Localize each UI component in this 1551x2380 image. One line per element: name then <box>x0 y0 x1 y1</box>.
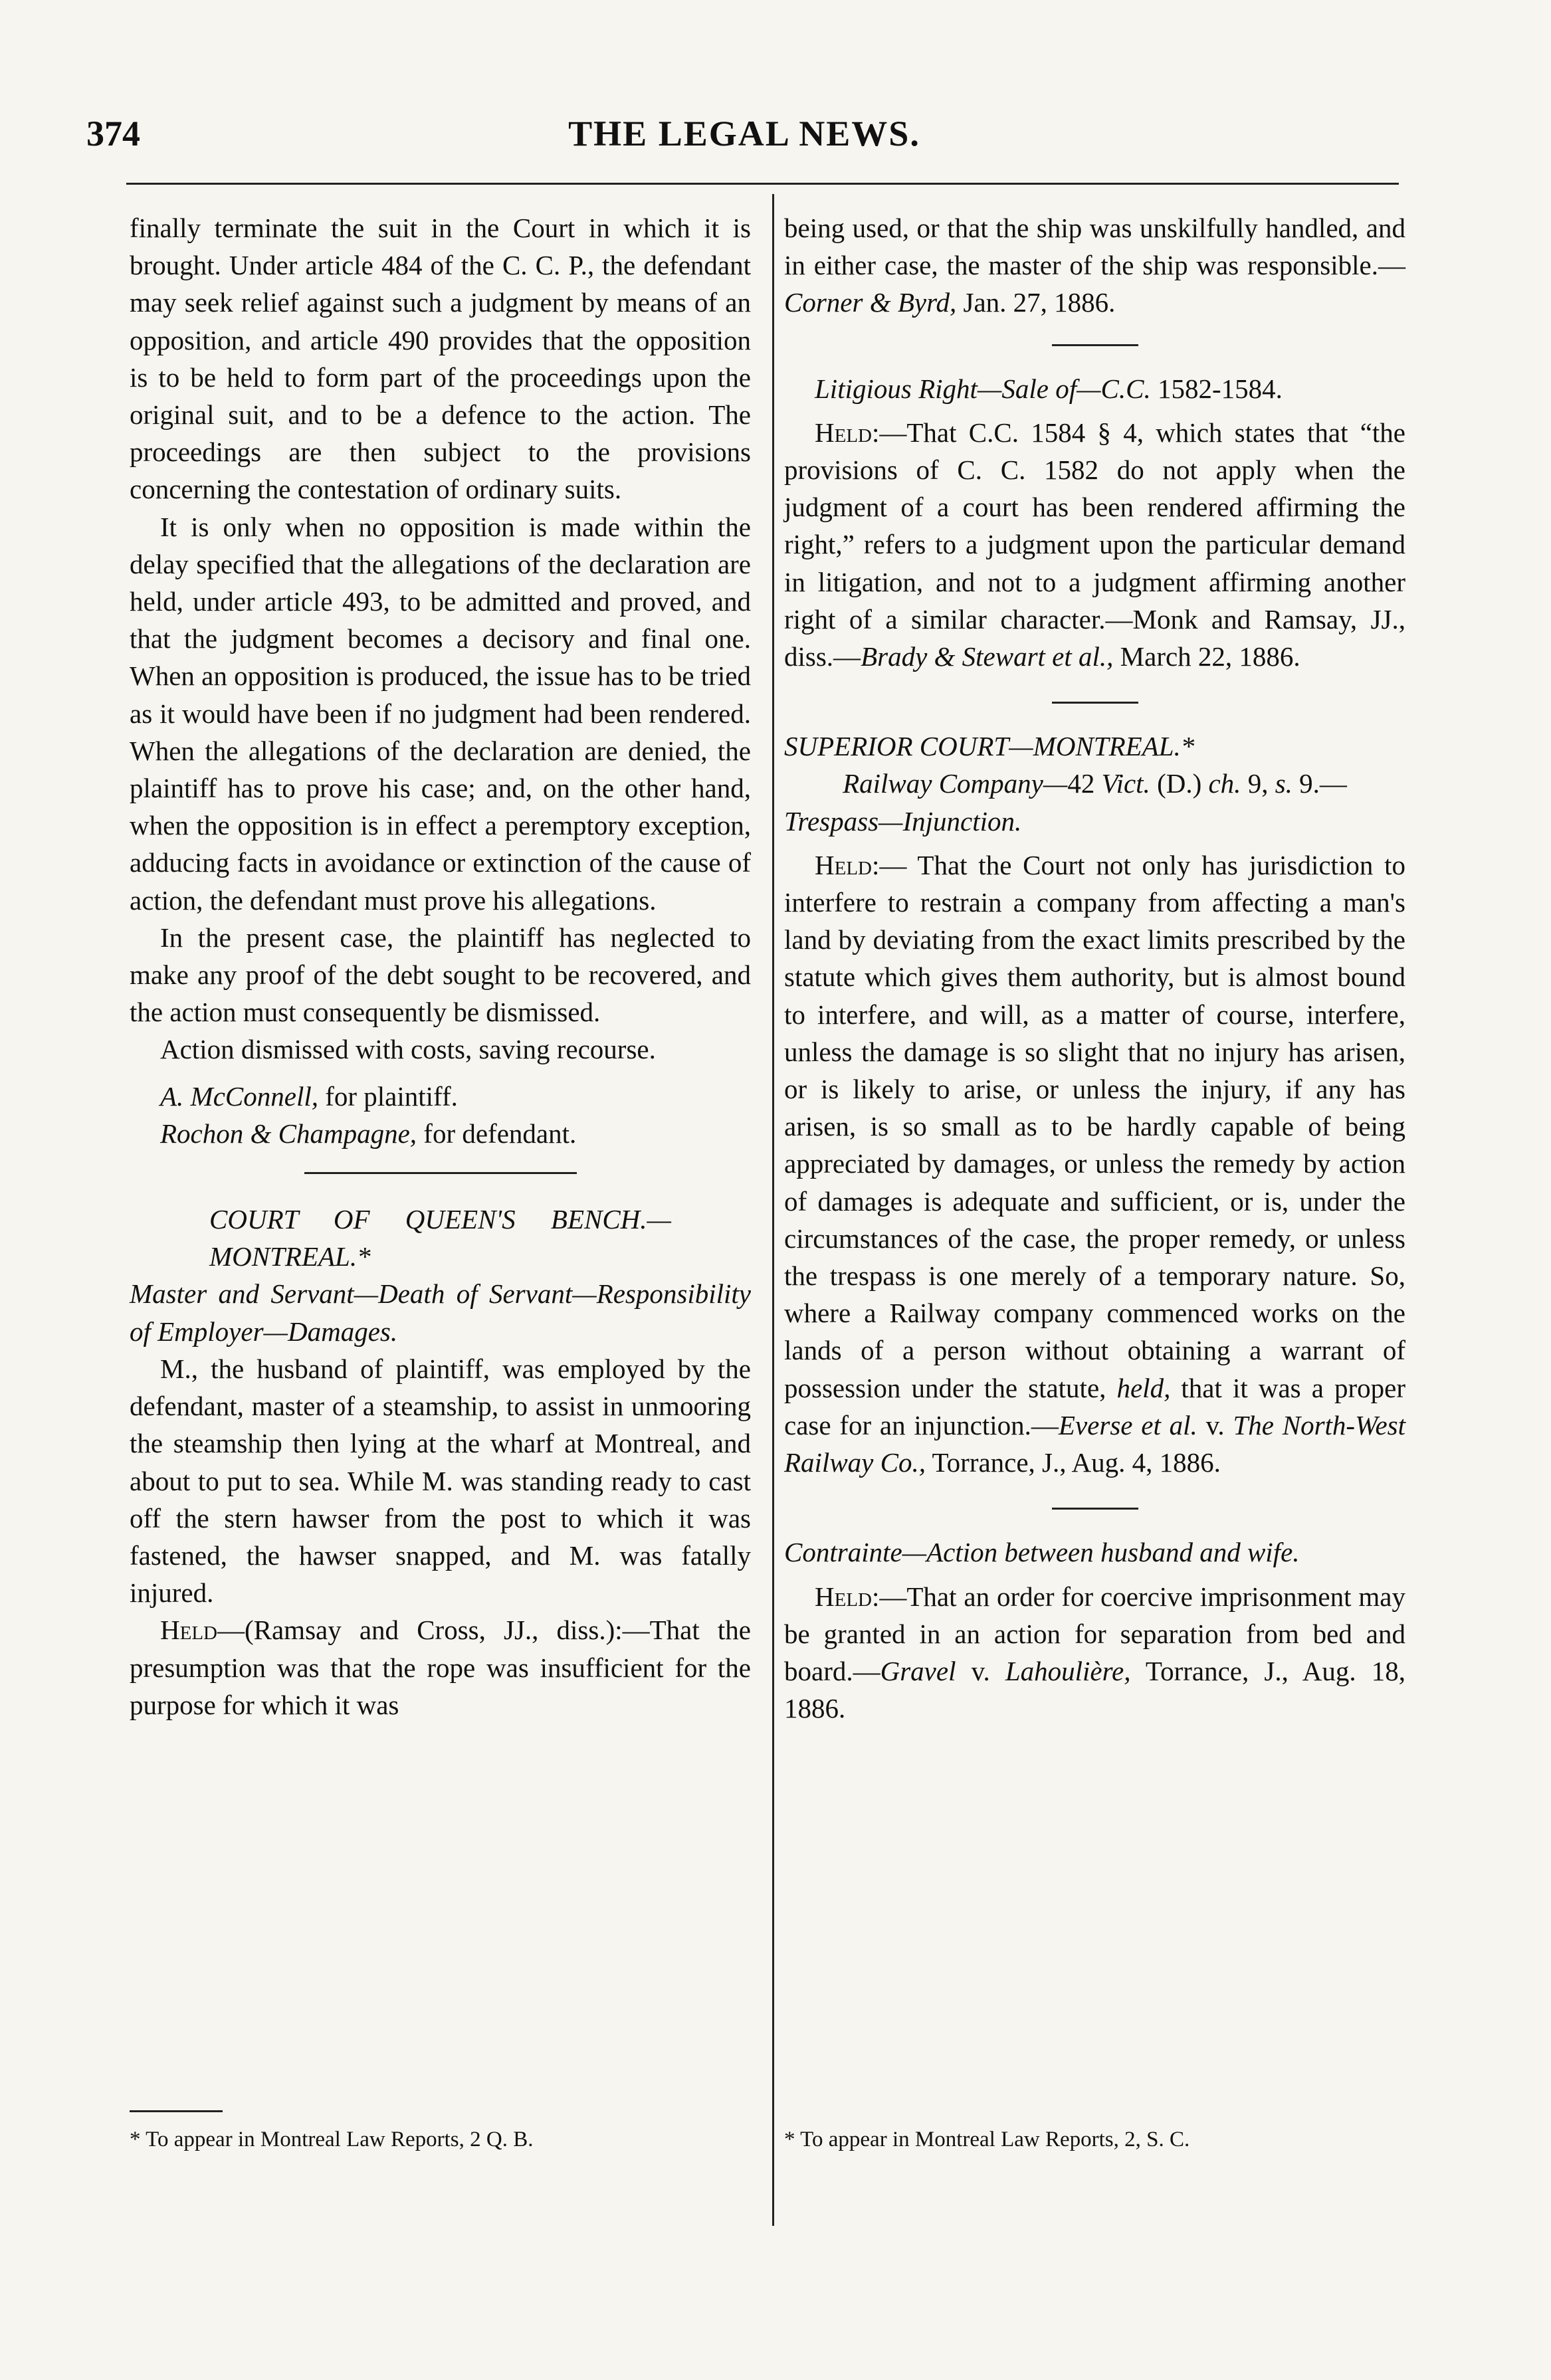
heading-rest: 1582-1584. <box>1150 373 1283 404</box>
heading-part: 9.— <box>1292 768 1347 799</box>
heading-part: 9, <box>1241 768 1275 799</box>
page-header <box>86 113 1402 166</box>
counsel-line <box>130 1078 751 1115</box>
case-date: Torrance, J., Aug. 18, 1886. <box>784 1655 1405 1724</box>
held-paragraph <box>784 846 1405 1481</box>
footnote-rule <box>130 2110 223 2112</box>
versus: v. <box>956 1655 1005 1686</box>
heading-part: ch. <box>1208 768 1241 799</box>
held-text: :— That the Court not only has jurisdiction to interfere to restrain a company from affecting a man's land by deviating from the exact limits prescribed by the statute which gives them authority, but is almost bound to interfere, and will, as a matter of course, interfere, unless the damage is so slight that no injury has arisen, or is likely to arise, or unless the injury, if any has arisen, is so small as to be hardly capable of being appreciated by damages, or unless the remedy by action of damages is adequate and sufficient, or is, under the circumstances of the case, the proper remedy, or unless the trespass is one merely of a temporary nature. So, where a Railway company commenced works on the lands of a person without obtaining a warrant of possession under the statute, <box>784 849 1405 1403</box>
footnote: * To appear in Montreal Law Reports, 2, S. C. <box>784 2128 1190 2151</box>
counsel-name: A. McConnell, <box>160 1080 318 1112</box>
case-heading <box>784 765 1405 802</box>
counsel-role: for defendant. <box>417 1118 577 1149</box>
paragraph: M., the husband of plaintiff, was employed by the defendant, master of a steamship, to assist in unmooring the steamship then lying at the wharf at Montreal, and about to put to sea. While M. was standing ready to cast off the stern hawser from the post to which it was fastened, the hawser snapped, and M. was fatally injured. <box>130 1353 751 1609</box>
paragraph <box>784 209 1405 322</box>
held-text: :—That C.C. 1584 § 4, which states that “the provisions of C. C. 1582 do not apply when the judgment of a court has been rendered affirming the right,” refers to a judgment upon the particular demand in litigation, and not to a judgment affirming another right of a similar character.—Monk and Ramsay, JJ., diss.— <box>784 417 1405 672</box>
page-number: 374 <box>86 114 140 153</box>
paragraph: It is only when no opposition is made within the delay specified that the allegations of the declaration are held, under article 493, to be admitted and proved, and that the judgment becomes a decisory and final one. When an opposition is produced, the issue has to be tried as it would have been if no judgment had been rendered. When the allegations of the declaration are denied, the plaintiff has to prove his case; and, on the other hand, when the opposition is in effect a peremptory exception, adducing facts in avoidance or extinction of the cause of action, the defendant must prove his allegations. <box>130 511 751 916</box>
case-name: The North-West Railway Co., <box>784 1409 1406 1478</box>
heading-part: Railway Company— <box>843 768 1068 799</box>
case-heading <box>784 370 1405 407</box>
counsel-name: Rochon & Champagne, <box>160 1118 417 1149</box>
held-paragraph <box>130 1611 751 1724</box>
case-date: Jan. 27, 1886. <box>956 287 1116 318</box>
court-heading: SUPERIOR COURT—MONTREAL.* <box>784 731 1195 762</box>
case-name: Gravel <box>880 1655 956 1686</box>
held-label: Held <box>815 417 872 448</box>
left-column <box>130 209 751 1724</box>
heading-part: 42 <box>1067 768 1102 799</box>
footnote: * To appear in Montreal Law Reports, 2 Q. B. <box>130 2128 534 2151</box>
held-label: Held <box>160 1615 217 1646</box>
section-rule <box>1052 702 1138 704</box>
section-rule <box>304 1172 577 1174</box>
held-label: Held <box>815 1581 872 1612</box>
held-label: Held <box>815 849 872 880</box>
held-text: —(Ramsay and Cross, JJ., diss.):—That the presumption was that the rope was insufficient for the purpose for which it was <box>130 1615 751 1720</box>
case-date: Torrance, J., Aug. 4, 1886. <box>925 1447 1221 1478</box>
heading-part: (D.) <box>1150 768 1209 799</box>
case-name: Lahoulière, <box>1005 1655 1131 1686</box>
paragraph: finally terminate the suit in the Court in which it is brought. Under article 484 of the C. C. P., the defendant may seek relief against such a judgment by means of an opposition, and article 490 provides that the opposition is to be held to form part of the proceedings upon the original suit, and to be a defence to the action. The proceedings are then subject to the provisions concerning the contestation of ordinary suits. <box>130 213 751 505</box>
paragraph: Action dismissed with costs, saving recourse. <box>160 1034 656 1065</box>
versus: v. <box>1197 1409 1233 1440</box>
heading-italic: Litigious Right—Sale of—C.C. <box>815 373 1151 404</box>
court-heading: COURT OF QUEEN'S BENCH.— MONTREAL.* <box>209 1204 671 1272</box>
paragraph-text: being used, or that the ship was unskilfully handled, and in either case, the master of the ship was responsible.— <box>784 213 1405 281</box>
header-rule <box>126 183 1399 185</box>
section-rule <box>1052 344 1138 346</box>
held-text: :—That an order for coercive imprisonment may be granted in an action for separation from bed and board.— <box>784 1581 1405 1686</box>
case-name: Everse et al. <box>1058 1409 1197 1440</box>
right-column <box>784 209 1405 1727</box>
held-paragraph <box>784 1578 1405 1728</box>
running-title: THE LEGAL NEWS. <box>568 114 920 153</box>
case-heading: Master and Servant—Death of Servant—Responsibility of Employer—Damages. <box>130 1278 751 1347</box>
held-paragraph <box>784 414 1405 675</box>
section-rule <box>1052 1508 1138 1510</box>
case-name: Corner & Byrd, <box>784 287 957 318</box>
held-text: that it was a proper case for an injunction.— <box>784 1372 1405 1440</box>
case-name: Brady & Stewart et al., <box>861 641 1114 672</box>
column-divider <box>772 194 774 2226</box>
case-heading: Contrainte—Action between husband and wife. <box>784 1537 1300 1568</box>
case-date: March 22, 1886. <box>1113 641 1300 672</box>
heading-part: s. <box>1275 768 1292 799</box>
held-word: held, <box>1116 1372 1171 1403</box>
counsel-role: for plaintiff. <box>318 1080 458 1112</box>
counsel-line <box>130 1115 751 1152</box>
case-heading-line2: Trespass—Injunction. <box>784 805 1022 837</box>
heading-part: Vict. <box>1101 768 1150 799</box>
paragraph: In the present case, the plaintiff has neglected to make any proof of the debt sought to be recovered, and the action must consequently be dismissed. <box>130 922 751 1028</box>
